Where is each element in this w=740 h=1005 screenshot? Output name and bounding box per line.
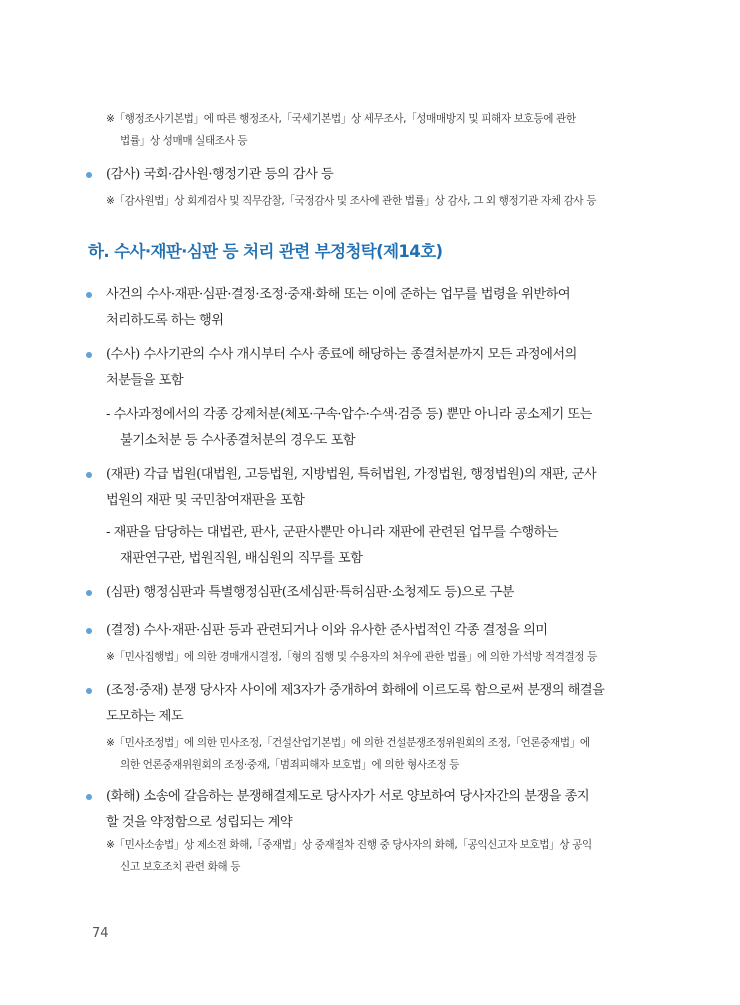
note-line: ※「민사조정법」에 의한 민사조정,「건설산업기본법」에 의한 건설분쟁조정위원회의 조정,「언론중재법」에	[106, 737, 590, 749]
section-heading: 하. 수사·재판·심판 등 처리 관련 부정청탁(제14호)	[88, 242, 443, 261]
dash-line: - 수사과정에서의 각종 강제처분(체포·구속·압수·수색·검증 등) 뿐만 아니라 공소제기 또는	[106, 407, 592, 422]
note-line: 법률」상 성매매 실태조사 등	[120, 135, 248, 147]
bullet-dot-icon	[86, 172, 92, 178]
bullet-line: (재판) 각급 법원(대법원, 고등법원, 지방법원, 특허법원, 가정법원, 행정법원)의 재판, 군사	[106, 467, 597, 482]
bullet-line: 사건의 수사·재판·심판·결정·조정·중재·화해 또는 이에 준하는 업무를 법령을 위반하여	[106, 287, 571, 302]
bullet-line: 할 것을 약정함으로 성립되는 계약	[106, 815, 293, 830]
note-mediation	[106, 732, 666, 776]
bullet-line: (화해) 소송에 갈음하는 분쟁해결제도로 당사자가 서로 양보하여 당사자간의 분쟁을 종지	[106, 789, 590, 804]
bullet-settlement	[92, 784, 662, 836]
bullet-dot-icon	[86, 590, 92, 596]
bullet-line: (심판) 행정심판과 특별행정심판(조세심판·특허심판·소청제도 등)으로 구분	[106, 585, 514, 600]
bullet-decision	[92, 618, 662, 644]
bullet-line: (조정·중재) 분쟁 당사자 사이에 제3자가 중개하여 화해에 이르도록 함으로써 분쟁의 해결을	[106, 683, 605, 698]
bullet-dot-icon	[86, 292, 92, 298]
note-line: ※「민사집행법」에 의한 경매개시결정,「형의 집행 및 수용자의 처우에 관한 법률」에 의한 가석방 적격결정 등	[106, 651, 598, 663]
bullet-line: 처분들을 포함	[106, 373, 184, 388]
note-settlement	[106, 834, 666, 878]
bullet-line: (수사) 수사기관의 수사 개시부터 수사 종료에 해당하는 종결처분까지 모든 과정에서의	[106, 347, 577, 362]
bullet-mediation	[92, 678, 662, 730]
page-number: 74	[92, 926, 109, 941]
bullet-adjudication	[92, 580, 662, 606]
bullet-trial	[92, 462, 662, 514]
note-line: ※「민사소송법」상 제소전 화해,「중재법」상 중재절차 진행 중 당사자의 화해,「공익신고자 보호법」상 공익	[106, 839, 592, 851]
note-line: ※「행정조사기본법」에 따른 행정조사,「국세기본법」상 세무조사,「성매매방지 및 피해자 보호등에 관한	[106, 113, 576, 125]
dash-line: 불기소처분 등 수사종결처분의 경우도 포함	[120, 433, 356, 448]
bullet-dot-icon	[86, 688, 92, 694]
dash-investigation-detail	[106, 402, 662, 454]
note-line: 의한 언론중재위원회의 조정·중재,「범죄피해자 보호법」에 의한 형사조정 등	[120, 759, 460, 771]
dash-line: - 재판을 담당하는 대법관, 판사, 군판사뿐만 아니라 재판에 관련된 업무를 수행하는	[106, 525, 559, 540]
bullet-dot-icon	[86, 794, 92, 800]
bullet-line: 법원의 재판 및 국민참여재판을 포함	[106, 493, 305, 508]
note-decision	[106, 646, 666, 668]
note-line: ※「감사원법」상 회계검사 및 직무감찰,「국정감사 및 조사에 관한 법률」상 감사, 그 외 행정기관 자체 감사 등	[106, 195, 597, 207]
bullet-line: (결정) 수사·재판·심판 등과 관련되거나 이와 유사한 준사법적인 각종 결정을 의미	[106, 623, 548, 638]
bullet-line: 도모하는 제도	[106, 709, 184, 724]
bullet-audit	[92, 162, 662, 188]
note-line: 신고 보호조치 관련 화해 등	[120, 861, 241, 873]
bullet-line: 처리하도록 하는 행위	[106, 313, 224, 328]
bullet-dot-icon	[86, 472, 92, 478]
note-audit	[106, 190, 666, 212]
bullet-definition	[92, 282, 662, 334]
bullet-dot-icon	[86, 352, 92, 358]
dash-trial-detail	[106, 520, 662, 572]
dash-line: 재판연구관, 법원직원, 배심원의 직무를 포함	[120, 551, 363, 566]
bullet-dot-icon	[86, 628, 92, 634]
bullet-investigation	[92, 342, 662, 394]
note-administrative-survey	[106, 108, 666, 152]
bullet-line: (감사) 국회·감사원·행정기관 등의 감사 등	[106, 167, 334, 182]
